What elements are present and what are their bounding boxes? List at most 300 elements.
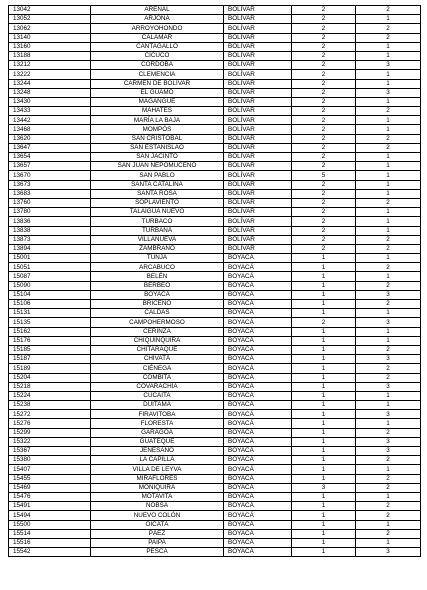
value-1-cell: 2 <box>292 198 356 207</box>
municipality-name-cell: CÓMBITA <box>91 373 224 382</box>
department-cell: BOLÍVAR <box>224 180 292 189</box>
department-cell: BOYACÁ <box>224 437 292 446</box>
municipality-code-cell: 13468 <box>9 125 91 134</box>
value-2-cell: 1 <box>356 70 421 79</box>
department-cell: BOLÍVAR <box>224 217 292 226</box>
table-row <box>9 447 421 456</box>
value-2-cell: 1 <box>356 465 421 474</box>
value-2-cell: 3 <box>356 355 421 364</box>
municipality-code-cell: 13244 <box>9 79 91 88</box>
municipality-name-cell: SOPLAVIENTO <box>91 198 224 207</box>
value-1-cell: 1 <box>292 502 356 511</box>
municipality-code-cell: 13657 <box>9 162 91 171</box>
department-cell: BOYACÁ <box>224 502 292 511</box>
municipality-code-cell: 13140 <box>9 33 91 42</box>
municipality-name-cell: MONIQUIRÁ <box>91 483 224 492</box>
table-row <box>9 548 421 557</box>
value-1-cell: 2 <box>292 235 356 244</box>
municipality-code-cell: 13654 <box>9 153 91 162</box>
table-row <box>9 281 421 290</box>
municipality-code-cell: 13647 <box>9 143 91 152</box>
value-2-cell: 3 <box>356 318 421 327</box>
value-2-cell: 3 <box>356 548 421 557</box>
value-1-cell: 2 <box>292 97 356 106</box>
table-row <box>9 244 421 253</box>
value-1-cell: 1 <box>292 428 356 437</box>
table-row <box>9 180 421 189</box>
municipality-name-cell: ARJONA <box>91 15 224 24</box>
value-1-cell: 3 <box>292 483 356 492</box>
municipality-code-cell: 15090 <box>9 281 91 290</box>
municipality-code-cell: 15276 <box>9 419 91 428</box>
municipality-name-cell: PAIPA <box>91 538 224 547</box>
department-cell: BOYACÁ <box>224 520 292 529</box>
value-1-cell: 2 <box>292 189 356 198</box>
value-1-cell: 1 <box>292 263 356 272</box>
municipality-name-cell: CUCAITA <box>91 391 224 400</box>
value-2-cell: 2 <box>356 456 421 465</box>
department-cell: BOLÍVAR <box>224 51 292 60</box>
department-cell: BOYACÁ <box>224 511 292 520</box>
municipality-code-cell: 15367 <box>9 447 91 456</box>
municipality-name-cell: CHITARAQUE <box>91 345 224 354</box>
municipality-name-cell: BRICEÑO <box>91 300 224 309</box>
municipality-code-cell: 13836 <box>9 217 91 226</box>
table-row <box>9 318 421 327</box>
table-row <box>9 511 421 520</box>
table-row <box>9 483 421 492</box>
value-2-cell: 1 <box>356 15 421 24</box>
value-2-cell: 2 <box>356 107 421 116</box>
value-1-cell: 1 <box>292 474 356 483</box>
municipality-code-cell: 13673 <box>9 180 91 189</box>
municipality-code-cell: 13683 <box>9 189 91 198</box>
table-row <box>9 15 421 24</box>
value-1-cell: 5 <box>292 171 356 180</box>
table-row <box>9 290 421 299</box>
value-1-cell: 2 <box>292 42 356 51</box>
value-1-cell: 2 <box>292 180 356 189</box>
municipality-name-cell: NUEVO COLÓN <box>91 511 224 520</box>
department-cell: BOLÍVAR <box>224 6 292 15</box>
value-1-cell: 1 <box>292 345 356 354</box>
table-row <box>9 364 421 373</box>
table-row <box>9 208 421 217</box>
value-2-cell: 1 <box>356 272 421 281</box>
value-2-cell: 2 <box>356 364 421 373</box>
municipality-code-cell: 15135 <box>9 318 91 327</box>
table-row <box>9 97 421 106</box>
department-cell: BOYACÁ <box>224 474 292 483</box>
municipality-code-cell: 13670 <box>9 171 91 180</box>
department-cell: BOLÍVAR <box>224 116 292 125</box>
municipality-name-cell: TURBANÁ <box>91 226 224 235</box>
value-1-cell: 1 <box>292 419 356 428</box>
municipality-name-cell: CICUCO <box>91 51 224 60</box>
table-row <box>9 61 421 70</box>
department-cell: BOLÍVAR <box>224 235 292 244</box>
value-1-cell: 1 <box>292 456 356 465</box>
municipality-name-cell: FLORESTA <box>91 419 224 428</box>
table-row <box>9 382 421 391</box>
value-2-cell: 3 <box>356 88 421 97</box>
value-1-cell: 2 <box>292 143 356 152</box>
municipality-name-cell: PESCA <box>91 548 224 557</box>
municipality-name-cell: SAN JUAN NEPOMUCENO <box>91 162 224 171</box>
value-2-cell: 1 <box>356 419 421 428</box>
value-1-cell: 1 <box>292 290 356 299</box>
municipality-name-cell: CLEMENCIA <box>91 70 224 79</box>
value-2-cell: 1 <box>356 162 421 171</box>
municipality-name-cell: FIRAVITOBA <box>91 410 224 419</box>
table-row <box>9 437 421 446</box>
value-2-cell: 2 <box>356 24 421 33</box>
department-cell: BOYACÁ <box>224 263 292 272</box>
table-row <box>9 70 421 79</box>
municipality-name-cell: SAN JACINTO <box>91 153 224 162</box>
department-cell: BOLÍVAR <box>224 24 292 33</box>
municipality-code-cell: 15299 <box>9 428 91 437</box>
department-cell: BOLÍVAR <box>224 171 292 180</box>
value-2-cell: 1 <box>356 97 421 106</box>
table-row <box>9 465 421 474</box>
table-row <box>9 42 421 51</box>
department-cell: BOYACÁ <box>224 345 292 354</box>
table-row <box>9 410 421 419</box>
municipality-code-cell: 15500 <box>9 520 91 529</box>
value-2-cell: 1 <box>356 520 421 529</box>
municipality-code-cell: 15514 <box>9 529 91 538</box>
value-2-cell: 2 <box>356 511 421 520</box>
value-2-cell: 1 <box>356 327 421 336</box>
department-cell: BOYACÁ <box>224 327 292 336</box>
department-cell: BOYACÁ <box>224 529 292 538</box>
value-2-cell: 3 <box>356 447 421 456</box>
municipality-name-cell: MIRAFLORES <box>91 474 224 483</box>
value-1-cell: 2 <box>292 125 356 134</box>
department-cell: BOYACÁ <box>224 492 292 501</box>
municipality-name-cell: GUATEQUE <box>91 437 224 446</box>
value-1-cell: 1 <box>292 327 356 336</box>
municipality-name-cell: LA CAPILLA <box>91 456 224 465</box>
table-row <box>9 51 421 60</box>
municipality-name-cell: BELÉN <box>91 272 224 281</box>
department-cell: BOYACÁ <box>224 548 292 557</box>
municipality-code-cell: 13212 <box>9 61 91 70</box>
municipality-code-cell: 15187 <box>9 355 91 364</box>
department-cell: BOYACÁ <box>224 272 292 281</box>
value-2-cell: 2 <box>356 373 421 382</box>
municipality-code-cell: 13042 <box>9 6 91 15</box>
department-cell: BOYACÁ <box>224 456 292 465</box>
value-1-cell: 1 <box>292 336 356 345</box>
municipality-name-cell: JENESANO <box>91 447 224 456</box>
municipality-code-cell: 15494 <box>9 511 91 520</box>
value-2-cell: 1 <box>356 217 421 226</box>
municipality-code-cell: 15476 <box>9 492 91 501</box>
municipality-name-cell: CIÉNEGA <box>91 364 224 373</box>
municipality-name-cell: SANTA CATALINA <box>91 180 224 189</box>
municipality-code-cell: 15469 <box>9 483 91 492</box>
table-row <box>9 116 421 125</box>
value-1-cell: 2 <box>292 134 356 143</box>
value-2-cell: 1 <box>356 189 421 198</box>
value-2-cell: 1 <box>356 171 421 180</box>
municipality-code-cell: 15001 <box>9 254 91 263</box>
value-2-cell: 1 <box>356 208 421 217</box>
municipality-code-cell: 15218 <box>9 382 91 391</box>
table-body <box>9 6 421 557</box>
value-2-cell: 2 <box>356 244 421 253</box>
value-2-cell: 1 <box>356 492 421 501</box>
municipality-name-cell: OICATÁ <box>91 520 224 529</box>
value-2-cell: 2 <box>356 281 421 290</box>
department-cell: BOYACÁ <box>224 290 292 299</box>
value-2-cell: 2 <box>356 345 421 354</box>
table-row <box>9 217 421 226</box>
value-2-cell: 3 <box>356 290 421 299</box>
department-cell: BOLÍVAR <box>224 42 292 51</box>
table-row <box>9 272 421 281</box>
department-cell: BOYACÁ <box>224 538 292 547</box>
value-1-cell: 1 <box>292 391 356 400</box>
department-cell: BOYACÁ <box>224 447 292 456</box>
department-cell: BOYACÁ <box>224 391 292 400</box>
department-cell: BOYACÁ <box>224 465 292 474</box>
municipality-name-cell: TURBACO <box>91 217 224 226</box>
municipality-name-cell: TUNJA <box>91 254 224 263</box>
municipality-name-cell: DUITAMA <box>91 401 224 410</box>
value-2-cell: 1 <box>356 254 421 263</box>
table-row <box>9 107 421 116</box>
municipality-code-cell: 15189 <box>9 364 91 373</box>
department-cell: BOYACÁ <box>224 309 292 318</box>
municipality-name-cell: CÓRDOBA <box>91 61 224 70</box>
department-cell: BOLÍVAR <box>224 208 292 217</box>
table-row <box>9 79 421 88</box>
table-row <box>9 235 421 244</box>
value-2-cell: 1 <box>356 180 421 189</box>
value-2-cell: 2 <box>356 300 421 309</box>
table-row <box>9 419 421 428</box>
table-row <box>9 6 421 15</box>
municipality-code-cell: 13442 <box>9 116 91 125</box>
table-row <box>9 373 421 382</box>
municipality-name-cell: COVARACHÍA <box>91 382 224 391</box>
municipality-name-cell: CERINZA <box>91 327 224 336</box>
department-cell: BOLÍVAR <box>224 143 292 152</box>
value-1-cell: 2 <box>292 70 356 79</box>
value-2-cell: 1 <box>356 153 421 162</box>
department-cell: BOLÍVAR <box>224 88 292 97</box>
table-row <box>9 538 421 547</box>
value-2-cell: 1 <box>356 42 421 51</box>
table-row <box>9 401 421 410</box>
department-cell: BOYACÁ <box>224 401 292 410</box>
value-1-cell: 1 <box>292 538 356 547</box>
department-cell: BOLÍVAR <box>224 107 292 116</box>
municipality-code-cell: 15162 <box>9 327 91 336</box>
value-2-cell: 2 <box>356 263 421 272</box>
value-1-cell: 1 <box>292 281 356 290</box>
department-cell: BOLÍVAR <box>224 153 292 162</box>
department-cell: BOLÍVAR <box>224 162 292 171</box>
value-2-cell: 1 <box>356 79 421 88</box>
municipality-code-cell: 15104 <box>9 290 91 299</box>
table-row <box>9 24 421 33</box>
table-row <box>9 428 421 437</box>
municipality-code-cell: 15542 <box>9 548 91 557</box>
table-row <box>9 143 421 152</box>
municipality-name-cell: GARAGOA <box>91 428 224 437</box>
municipality-name-cell: ZAMBRANO <box>91 244 224 253</box>
department-cell: BOYACÁ <box>224 428 292 437</box>
table-row <box>9 198 421 207</box>
municipality-code-cell: 13433 <box>9 107 91 116</box>
value-1-cell: 1 <box>292 355 356 364</box>
department-cell: BOYACÁ <box>224 355 292 364</box>
value-2-cell: 2 <box>356 198 421 207</box>
value-2-cell: 3 <box>356 382 421 391</box>
municipality-code-cell: 13248 <box>9 88 91 97</box>
value-1-cell: 2 <box>292 61 356 70</box>
municipality-code-cell: 13838 <box>9 226 91 235</box>
municipality-name-cell: MAHATES <box>91 107 224 116</box>
department-cell: BOYACÁ <box>224 336 292 345</box>
department-cell: BOYACÁ <box>224 300 292 309</box>
department-cell: BOYACÁ <box>224 254 292 263</box>
municipality-code-cell: 15176 <box>9 336 91 345</box>
municipality-code-cell: 13430 <box>9 97 91 106</box>
municipality-name-cell: SAN ESTANISLAO <box>91 143 224 152</box>
table-row <box>9 355 421 364</box>
department-cell: BOYACÁ <box>224 364 292 373</box>
value-2-cell: 1 <box>356 401 421 410</box>
value-2-cell: 2 <box>356 33 421 42</box>
department-cell: BOLÍVAR <box>224 244 292 253</box>
value-1-cell: 2 <box>292 153 356 162</box>
municipality-code-cell: 15380 <box>9 456 91 465</box>
municipality-name-cell: PÁEZ <box>91 529 224 538</box>
value-2-cell: 1 <box>356 538 421 547</box>
value-1-cell: 2 <box>292 33 356 42</box>
department-cell: BOYACÁ <box>224 373 292 382</box>
municipality-code-cell: 15087 <box>9 272 91 281</box>
table-row <box>9 327 421 336</box>
table-row <box>9 391 421 400</box>
value-2-cell: 2 <box>356 134 421 143</box>
municipality-name-cell: BOYACÁ <box>91 290 224 299</box>
table-row <box>9 88 421 97</box>
value-2-cell: 1 <box>356 226 421 235</box>
department-cell: BOLÍVAR <box>224 125 292 134</box>
value-1-cell: 2 <box>292 79 356 88</box>
value-1-cell: 1 <box>292 437 356 446</box>
municipality-name-cell: CHIQUINQUIRÁ <box>91 336 224 345</box>
table-row <box>9 300 421 309</box>
municipality-name-cell: VILLANUEVA <box>91 235 224 244</box>
municipality-code-cell: 15455 <box>9 474 91 483</box>
municipality-name-cell: NOBSA <box>91 502 224 511</box>
municipality-name-cell: MOTAVITA <box>91 492 224 501</box>
department-cell: BOYACÁ <box>224 483 292 492</box>
municipality-name-cell: SAN PABLO <box>91 171 224 180</box>
department-cell: BOLÍVAR <box>224 33 292 42</box>
table-row <box>9 171 421 180</box>
table-row <box>9 502 421 511</box>
municipality-code-cell: 13620 <box>9 134 91 143</box>
table-row <box>9 189 421 198</box>
value-1-cell: 2 <box>292 24 356 33</box>
value-1-cell: 1 <box>292 272 356 281</box>
municipality-code-cell: 15131 <box>9 309 91 318</box>
municipality-code-cell: 15224 <box>9 391 91 400</box>
department-cell: BOLÍVAR <box>224 15 292 24</box>
value-1-cell: 2 <box>292 107 356 116</box>
municipality-code-cell: 15322 <box>9 437 91 446</box>
municipality-name-cell: MOMPÓS <box>91 125 224 134</box>
table-row <box>9 492 421 501</box>
municipality-code-cell: 15204 <box>9 373 91 382</box>
table-row <box>9 520 421 529</box>
municipality-name-cell: ARENAL <box>91 6 224 15</box>
municipality-code-cell: 15051 <box>9 263 91 272</box>
value-1-cell: 1 <box>292 300 356 309</box>
municipality-code-cell: 13222 <box>9 70 91 79</box>
municipality-code-cell: 13873 <box>9 235 91 244</box>
municipality-code-cell: 13760 <box>9 198 91 207</box>
value-2-cell: 2 <box>356 235 421 244</box>
table-row <box>9 153 421 162</box>
municipality-code-cell: 15272 <box>9 410 91 419</box>
value-2-cell: 2 <box>356 529 421 538</box>
municipality-name-cell: ARROYOHONDO <box>91 24 224 33</box>
department-cell: BOLÍVAR <box>224 226 292 235</box>
department-cell: BOYACÁ <box>224 318 292 327</box>
value-1-cell: 2 <box>292 6 356 15</box>
value-2-cell: 1 <box>356 116 421 125</box>
department-cell: BOLÍVAR <box>224 97 292 106</box>
value-1-cell: 2 <box>292 116 356 125</box>
value-1-cell: 1 <box>292 382 356 391</box>
municipality-name-cell: CALAMAR <box>91 33 224 42</box>
table-row <box>9 33 421 42</box>
value-1-cell: 1 <box>292 309 356 318</box>
value-2-cell: 1 <box>356 125 421 134</box>
value-1-cell: 2 <box>292 208 356 217</box>
table-row <box>9 134 421 143</box>
value-2-cell: 3 <box>356 61 421 70</box>
municipality-name-cell: VILLA DE LEYVA <box>91 465 224 474</box>
department-cell: BOLÍVAR <box>224 70 292 79</box>
table-row <box>9 345 421 354</box>
value-2-cell: 2 <box>356 143 421 152</box>
table-row <box>9 529 421 538</box>
municipality-code-cell: 13188 <box>9 51 91 60</box>
department-cell: BOYACÁ <box>224 382 292 391</box>
department-cell: BOLÍVAR <box>224 61 292 70</box>
department-cell: BOLÍVAR <box>224 79 292 88</box>
municipality-code-cell: 15491 <box>9 502 91 511</box>
municipality-code-cell: 15238 <box>9 401 91 410</box>
municipality-code-cell: 15407 <box>9 465 91 474</box>
department-cell: BOYACÁ <box>224 419 292 428</box>
value-1-cell: 2 <box>292 244 356 253</box>
municipality-code-cell: 15185 <box>9 345 91 354</box>
municipality-name-cell: CHIVATÁ <box>91 355 224 364</box>
department-cell: BOLÍVAR <box>224 189 292 198</box>
municipality-code-cell: 13780 <box>9 208 91 217</box>
